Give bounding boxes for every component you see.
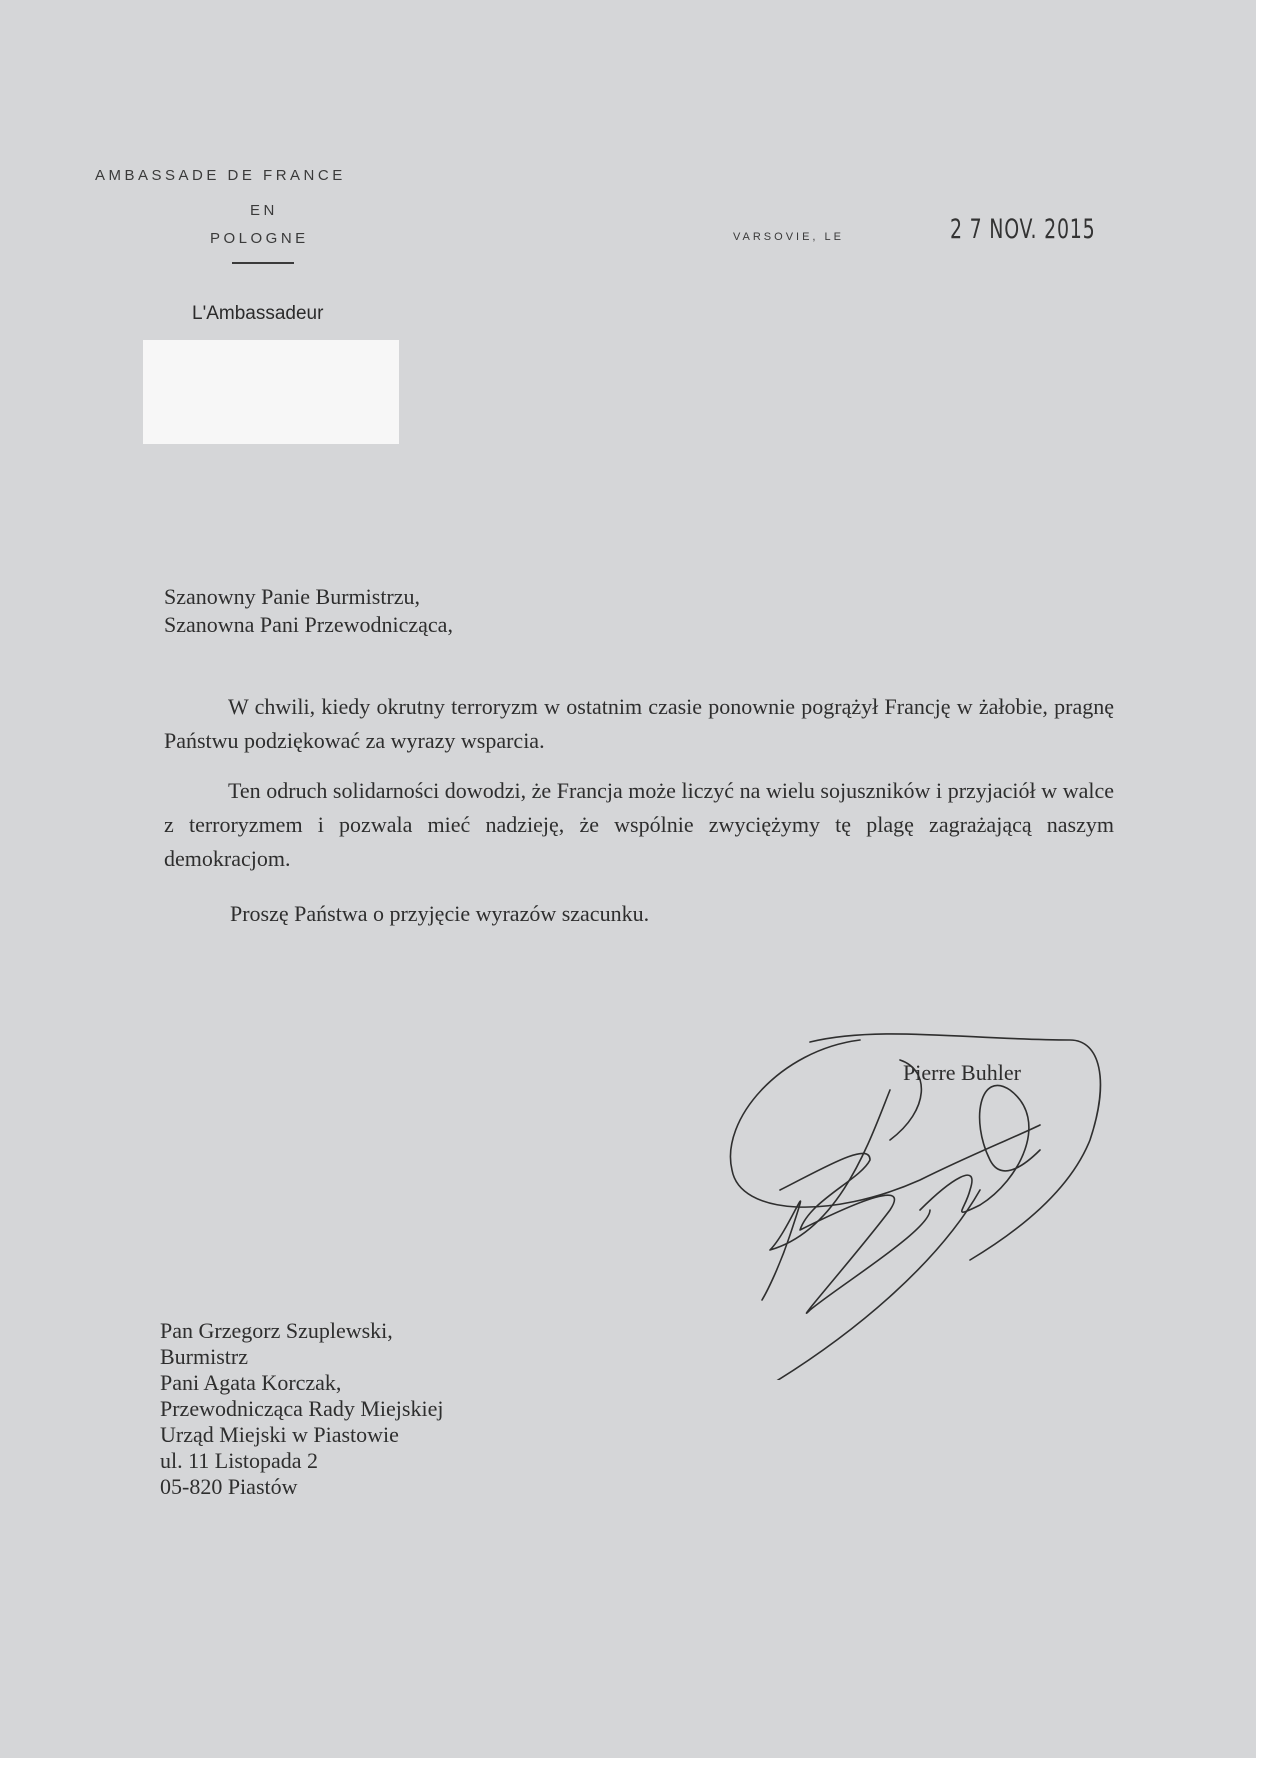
page-margin-bottom — [0, 1758, 1262, 1766]
address-line: ul. 11 Listopada 2 — [160, 1448, 319, 1473]
letterhead-embassy: AMBASSADE DE FRANCE — [95, 167, 346, 184]
paragraph-solidarity: Ten odruch solidarności dowodzi, że Francja może liczyć na wielu sojuszników i przyjaciół w walce z terroryzmem i pozwala mieć nadzieję, że wspólnie zwyciężymy tę plagę zagrażającą naszym demokracjom. — [164, 778, 1114, 871]
closing-formula: Proszę Państwa o przyjęcie wyrazów szacunku. — [230, 901, 650, 926]
handwritten-signature — [720, 1030, 1120, 1380]
address-line: 05-820 Piastów — [160, 1474, 298, 1499]
letterhead-country: POLOGNE — [210, 230, 309, 247]
place-label: VARSOVIE, LE — [733, 231, 844, 243]
salutation-chairwoman: Szanowna Pani Przewodnicząca, — [164, 612, 453, 637]
letterhead-rule — [232, 262, 294, 264]
redacted-reference-box — [143, 340, 399, 444]
date-stamp: 2 7 NOV. 2015 — [950, 214, 1096, 245]
address-line: Urząd Miejski w Piastowie — [160, 1422, 399, 1447]
address-line: Przewodnicząca Rady Miejskiej — [160, 1396, 444, 1421]
sender-title: L'Ambassadeur — [192, 303, 324, 324]
address-line: Pan Grzegorz Szuplewski, — [160, 1318, 393, 1343]
signatory-name: Pierre Buhler — [903, 1060, 1021, 1085]
address-line: Burmistrz — [160, 1344, 248, 1369]
paragraph-condolence: W chwili, kiedy okrutny terroryzm w ostatnim czasie ponownie pogrążył Francję w żałobie, pragnę Państwu podziękować za wyrazy wsparcia. — [164, 694, 1114, 753]
salutation-mayor: Szanowny Panie Burmistrzu, — [164, 584, 421, 609]
address-line: Pani Agata Korczak, — [160, 1370, 342, 1395]
page-margin-right — [1256, 0, 1262, 1766]
letterhead-en: EN — [250, 202, 278, 219]
recipient-address — [160, 1318, 443, 1500]
